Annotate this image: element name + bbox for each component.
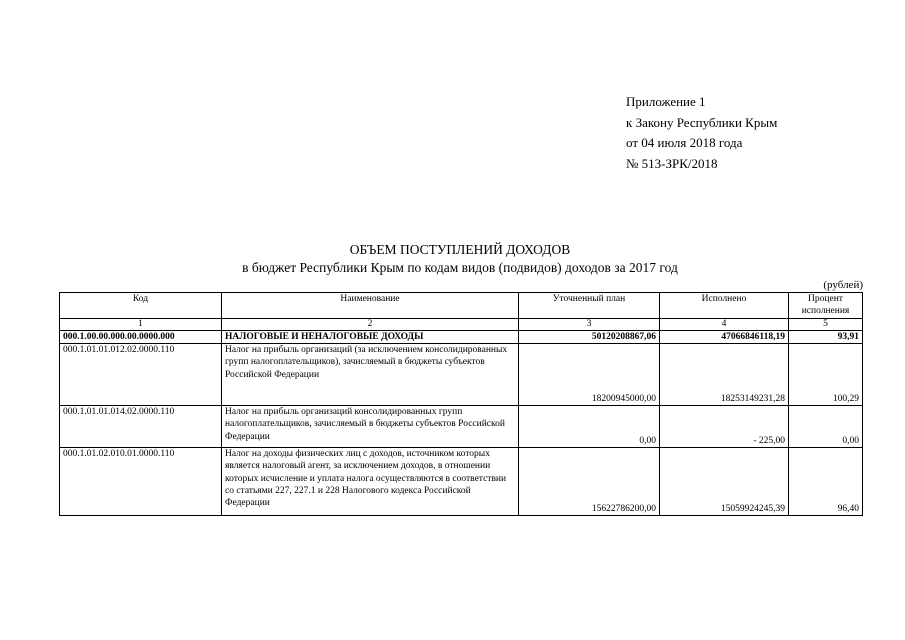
appendix-number: № 513-ЗРК/2018 xyxy=(626,155,718,171)
appendix-title: Приложение 1 xyxy=(626,94,706,109)
table-row xyxy=(60,344,863,406)
row-executed: 18253149231,28 xyxy=(660,344,789,406)
title-main: ОБЪЕМ ПОСТУПЛЕНИЙ ДОХОДОВ xyxy=(349,242,571,257)
index-cell: 4 xyxy=(660,319,789,331)
index-row xyxy=(60,319,863,331)
header-executed: Исполнено xyxy=(660,293,789,319)
index-cell: 2 xyxy=(222,319,519,331)
header-percent: Процент исполнения xyxy=(789,293,863,319)
table-row xyxy=(60,406,863,448)
total-percent: 93,91 xyxy=(789,331,863,344)
row-code: 000.1.01.02.010.01.0000.110 xyxy=(60,448,222,516)
revenue-table xyxy=(59,292,863,516)
row-percent: 0,00 xyxy=(789,406,863,448)
header-name: Наименование xyxy=(222,293,519,319)
row-plan: 0,00 xyxy=(519,406,660,448)
document-title xyxy=(0,241,905,277)
row-name: Налог на прибыль организаций (за исключением консолидированных групп налогоплательщиков), зачисляемый в бюджеты субъектов Российской Федерации xyxy=(222,344,519,406)
row-executed: - 225,00 xyxy=(660,406,789,448)
row-code: 000.1.01.01.014.02.0000.110 xyxy=(60,406,222,448)
row-executed: 15059924245,39 xyxy=(660,448,789,516)
row-name: Налог на прибыль организаций консолидированных групп налогоплательщиков, зачисляемый в бюджеты субъектов Российской Федерации xyxy=(222,406,519,448)
title-subtitle: в бюджет Республики Крым по кодам видов (подвидов) доходов за 2017 год xyxy=(242,260,678,275)
row-percent: 100,29 xyxy=(789,344,863,406)
index-cell: 3 xyxy=(519,319,660,331)
header-code: Код xyxy=(60,293,222,319)
row-name: Налог на доходы физических лиц с доходов, источником которых является налоговый агент, за исключением доходов, в отношении которых исчисление и уплата налога осуществляются в соответствии со статьями 227, 227.1 и 228 Налогового кодекса Российской Федерации xyxy=(222,448,519,516)
total-plan: 50120208867,06 xyxy=(519,331,660,344)
table-row xyxy=(60,448,863,516)
index-cell: 5 xyxy=(789,319,863,331)
row-percent: 96,40 xyxy=(789,448,863,516)
header-row xyxy=(60,293,863,319)
appendix-date: от 04 июля 2018 года xyxy=(626,135,743,150)
total-code: 000.1.00.00.000.00.0000.000 xyxy=(60,331,222,344)
appendix-law: к Закону Республики Крым xyxy=(626,114,778,130)
total-name: НАЛОГОВЫЕ И НЕНАЛОГОВЫЕ ДОХОДЫ xyxy=(222,331,519,344)
appendix-block xyxy=(626,92,777,174)
units-label: (рублей) xyxy=(823,279,863,291)
row-code: 000.1.01.01.012.02.0000.110 xyxy=(60,344,222,406)
row-plan: 18200945000,00 xyxy=(519,344,660,406)
header-plan: Уточненный план xyxy=(519,293,660,319)
total-executed: 47066846118,19 xyxy=(660,331,789,344)
total-row xyxy=(60,331,863,344)
index-cell: 1 xyxy=(60,319,222,331)
row-plan: 15622786200,00 xyxy=(519,448,660,516)
